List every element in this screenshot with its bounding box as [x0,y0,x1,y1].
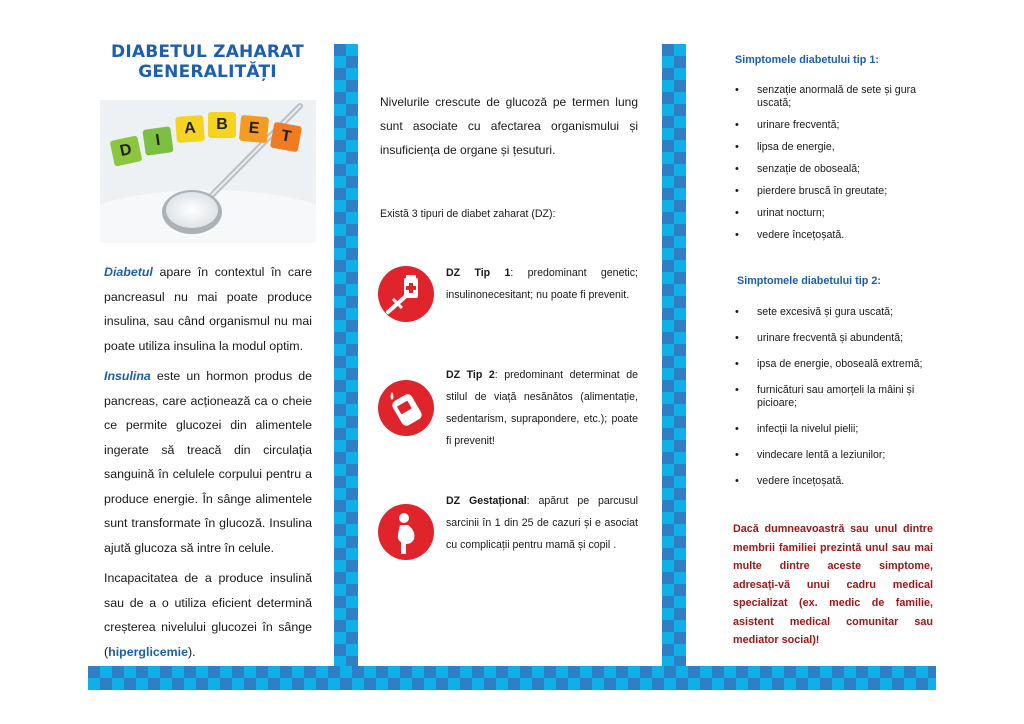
types-intro: Există 3 tipuri de diabet zaharat (DZ): [380,208,556,220]
list-item: • senzație anormală de sete și gura uscată; [735,84,933,110]
list-item: • urinare frecventă; [735,119,933,132]
tile-i: I [142,126,173,156]
paragraph-insulina: Insulina este un hormon produs de pancreas, care acționează ca o cheie ce permite glucozei din alimentele ingerate să treacă din circulația sanguină în celulele corpului pentru a produce energie. În sânge alimentele sunt transformate în glucoză. Insulina ajută glucoza să intre în celule. [104,369,312,555]
list-item: • vedere încețoșată. [735,229,933,242]
divider-strip-right [662,44,686,670]
list-item: • furnicături sau amorțeli la mâini și picioare; [735,384,933,410]
type1-symptom-list [735,84,933,242]
list-item: • sete excesivă și gura uscată; [735,306,933,319]
type2-symptom-list [735,306,933,488]
tile-d: D [110,135,143,166]
list-item: • vindecare lentă a leziunilor; [735,449,933,462]
brochure-title: DIABETUL ZAHARAT GENERALITĂȚI [111,42,304,82]
pregnant-woman-icon [378,504,434,560]
paragraph-diabetul: Diabetul apare în contextul în care pancreasul nu mai poate produce insulina, sau când organismul nu mai poate utiliza insulina la modul optim. [104,265,312,353]
list-item: • vedere încețoșată. [735,475,933,488]
list-item: • urinare frecventă și abundentă; [735,332,933,345]
intro-paragraph: Nivelurile crescute de glucoză pe termen lung sunt asociate cu afectarea organismului și insuficiența de organe și țesuturi. [380,95,638,157]
paragraph-hiperglicemie: Incapacitatea de a produce insulină sau de a o utiliza eficient determină creșterea nivelului glucozei în sânge (hiperglicemie). [104,571,312,659]
list-item: • lipsa de energie, [735,141,933,154]
type1-symptoms-heading: Simptomele diabetului tip 1: [735,54,879,66]
syringe-vial-icon [378,266,434,322]
tile-b: B [208,112,236,138]
consult-warning: Dacă dumneavoastră sau unul dintre membrii familiei prezintă unul sau mai multe dintre aceste simptome, adresați-vă unui cadru medical specializat (ex. medic de familie, asistent medical comunitar sau mediator social)! [733,523,933,646]
divider-strip-left [334,44,358,670]
list-item: • senzație de oboseală; [735,163,933,176]
type2-symptoms-heading: Simptomele diabetului tip 2: [737,275,881,287]
list-item: • infecții la nivelul pielii; [735,423,933,436]
type1-text: DZ Tip 1: predominant genetic; insulinonecesitant; nu poate fi prevenit. [446,267,638,301]
letter-tiles [100,100,316,243]
tile-a: A [175,115,205,143]
bottom-strip [88,666,936,690]
glucometer-icon [378,380,434,436]
list-item: • pierdere bruscă în greutate; [735,185,933,198]
gestational-text: DZ Gestațional: apărut pe parcusul sarcinii în 1 din 25 de cazuri și e asociat cu complicații pentru mamă și copil . [446,495,638,551]
tile-t: T [270,122,302,152]
list-item: • ipsa de energie, oboseală extremă; [735,358,933,371]
tile-e: E [239,115,269,143]
diabet-photo [100,100,316,243]
type2-text: DZ Tip 2: predominant determinat de stilul de viață nesănătos (alimentație, sedentarism, suprapondere, etc.); poate fi prevenit! [446,369,638,447]
list-item: • urinat nocturn; [735,207,933,220]
